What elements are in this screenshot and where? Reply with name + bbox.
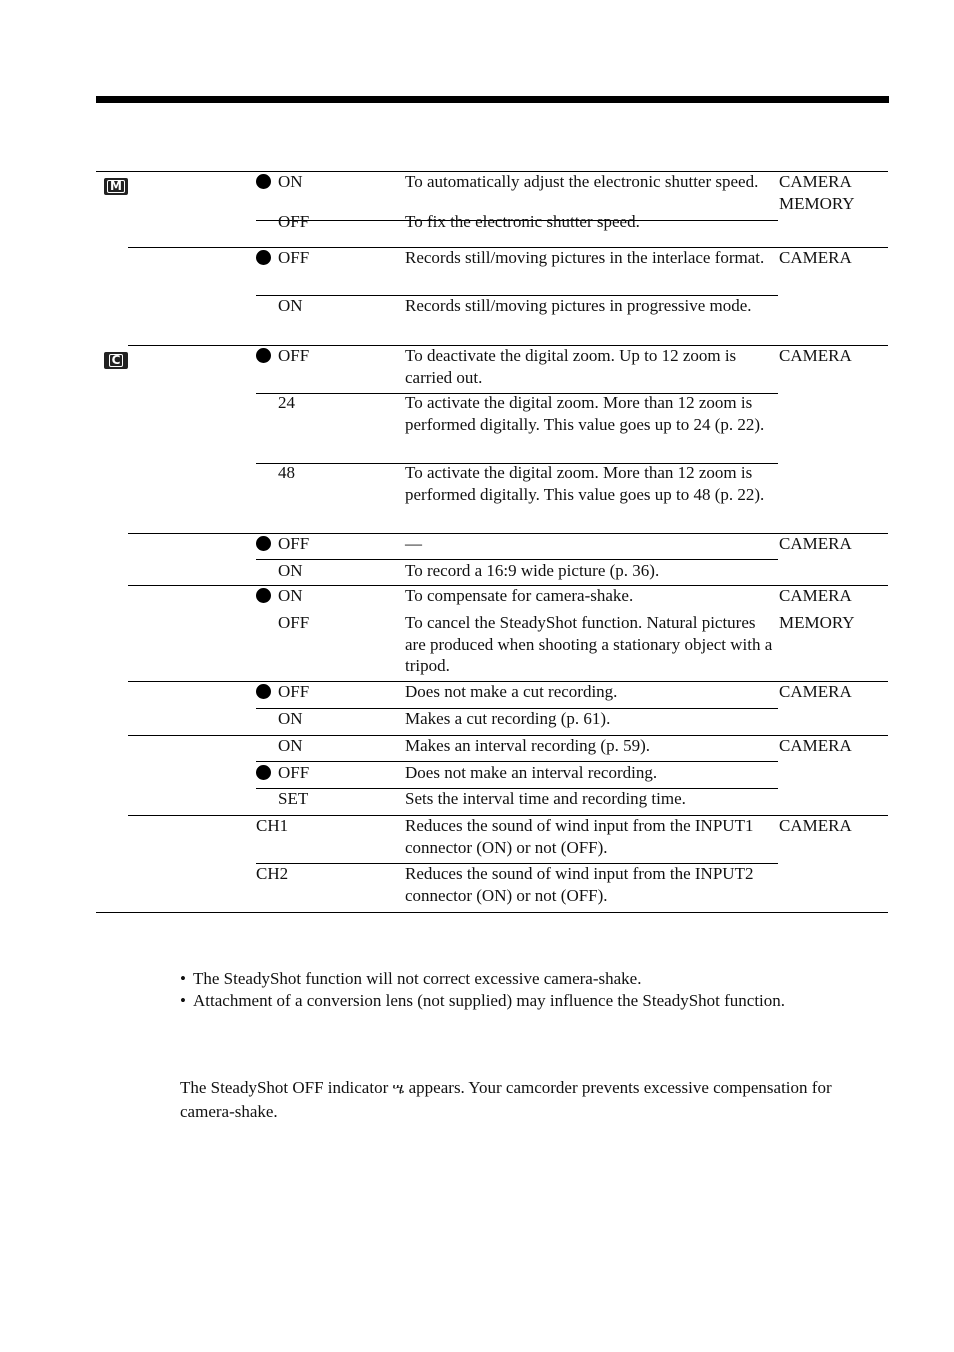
setting-group [96,247,888,345]
mode-label: CAMERA [779,682,852,701]
option-description: Does not make an interval recording. [405,763,658,782]
mode-label: CAMERA [779,172,852,191]
option-value: CH1 [256,816,289,835]
note-item: • The SteadyShot function will not correct excessive camera-shake. [180,969,642,988]
option-value: ON [278,296,303,315]
default-setting-icon [256,348,271,363]
header-rule [96,96,889,103]
option-value: OFF [256,533,309,555]
option-description: Sets the interval time and recording time. [405,789,686,808]
option-description: To deactivate the digital zoom. Up to 12 zoom is carried out. [405,346,737,387]
option-value: CH2 [256,864,289,883]
default-setting-icon [256,588,271,603]
option-value: ON [256,585,303,607]
steadyshot-off-paragraph: The SteadyShot OFF indicator ሤ appears. Your camcorder prevents excessive compensation for camera-shake. [180,1078,832,1121]
option-description: To automatically adjust the electronic shutter speed. [405,172,759,191]
mode-label: CAMERA [779,816,852,835]
option-value: OFF [256,345,309,367]
note-item: • Attachment of a conversion lens (not supplied) may influence the SteadyShot function. [180,990,786,1010]
setting-group [96,533,888,585]
mode-label: CAMERA [779,346,852,365]
mode-label: CAMERA [779,736,852,755]
option-value: 48 [278,463,295,482]
default-setting-icon [256,684,271,699]
mode-label: CAMERA [779,586,852,605]
option-description: Does not make a cut recording. [405,682,618,701]
option-value: OFF [256,247,309,269]
option-value: OFF [256,762,309,784]
option-description: To fix the electronic shutter speed. [405,212,640,231]
table-bottom-border [96,912,888,913]
setting-group [96,345,888,533]
manual-mode-icon: M [104,178,128,195]
setting-group [96,735,888,815]
setting-group [96,585,888,681]
option-value: ON [278,709,303,728]
option-value: OFF [278,212,310,231]
option-value: ON [278,561,303,580]
option-description: — [405,534,422,553]
setting-group [96,815,888,911]
option-description: To record a 16:9 wide picture (p. 36). [405,561,660,580]
mode-label: CAMERA [779,534,852,553]
default-setting-icon [256,765,271,780]
mode-label: CAMERA [779,248,852,267]
option-description: Reduces the sound of wind input from the INPUT2 connector (ON) or not (OFF). [405,864,754,905]
default-setting-icon [256,174,271,189]
option-description: To activate the digital zoom. More than 12 zoom is performed digitally. This value goes up to 24 (p. 22). [405,393,765,434]
option-description: Records still/moving pictures in progressive mode. [405,296,752,315]
option-value: OFF [278,613,310,632]
mode-label: MEMORY [779,613,855,632]
mode-label: MEMORY [779,194,855,213]
option-description: To cancel the SteadyShot function. Natural pictures are produced when shooting a stationary object with a tripod. [405,613,773,675]
option-description: To compensate for camera-shake. [405,586,634,605]
default-setting-icon [256,250,271,265]
shake-off-icon: ሤ [392,1081,405,1097]
option-description: Makes a cut recording (p. 61). [405,709,611,728]
option-value: 24 [278,393,295,412]
option-value: ON [278,736,303,755]
notes-list [180,968,840,1011]
default-setting-icon [256,536,271,551]
setting-group [96,171,888,247]
option-value: SET [278,789,309,808]
option-description: Makes an interval recording (p. 59). [405,736,650,755]
option-description: To activate the digital zoom. More than 12 zoom is performed digitally. This value goes up to 48 (p. 22). [405,463,765,504]
option-value: OFF [256,681,309,703]
option-description: Records still/moving pictures in the interlace format. [405,248,765,267]
setting-group [96,681,888,735]
option-value: ON [256,171,303,193]
camera-mode-icon: C [104,352,128,369]
option-description: Reduces the sound of wind input from the INPUT1 connector (ON) or not (OFF). [405,816,754,857]
